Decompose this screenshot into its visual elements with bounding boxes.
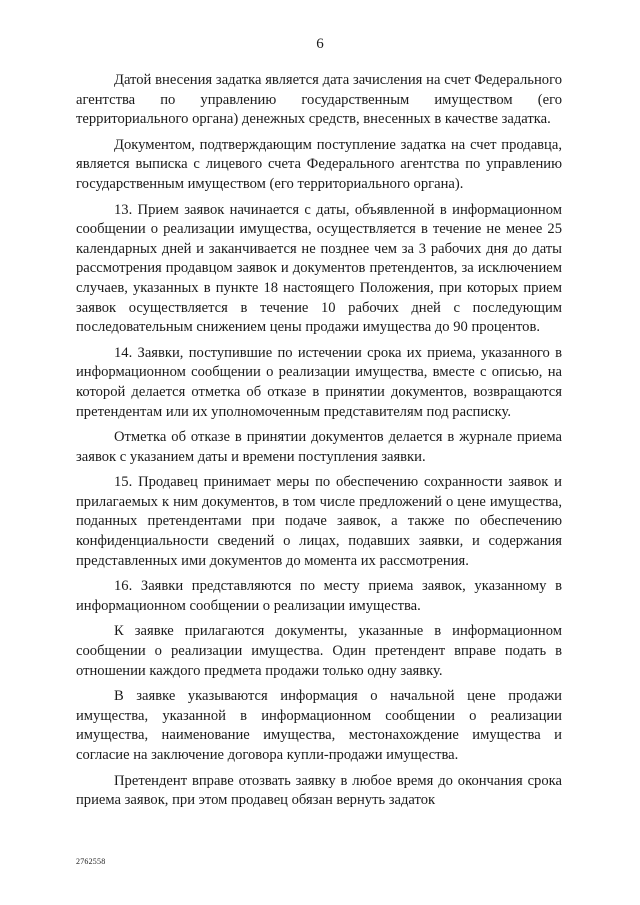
- paragraph-deposit-date: Датой внесения задатка является дата зачисления на счет Федерального агентства по управлению государственным имуществом (его территориального органа) денежных средств, внесенных в качестве задатка.: [76, 72, 562, 128]
- paragraph-item-14: 14. Заявки, поступившие по истечении срока их приема, указанного в информационном сообщении о реализации имущества, вместе с описью, на которой делается отметка об отказе в принятии документов, возвращаются претендентам или их уполномоченным представителям под расписку.: [76, 344, 562, 420]
- paragraph-attached-documents: К заявке прилагаются документы, указанные в информационном сообщении о реализации имущества. Один претендент вправе подать в отношении каждого предмета продажи только одну заявку.: [76, 623, 562, 679]
- paragraph-item-15: 15. Продавец принимает меры по обеспечению сохранности заявок и прилагаемых к ним документов, в том числе предложений о цене имущества, поданных претендентами при подаче заявок, а также по обеспечению конфиденциальности сведений о лицах, подавших заявки, и содержания представленных ими документов до момента их рассмотрения.: [76, 474, 562, 569]
- paragraph-refusal-mark: Отметка об отказе в принятии документов делается в журнале приема заявок с указанием даты и времени поступления заявки.: [76, 429, 562, 465]
- paragraph-application-contents: В заявке указываются информация о начальной цене продажи имущества, указанной в информационном сообщении о реализации имущества, наименование имущества, местонахождение имущества и согласие на заключение договора купли-продажи имущества.: [76, 688, 562, 763]
- paragraph-item-16: 16. Заявки представляются по месту приема заявок, указанному в информационном сообщении о реализации имущества.: [76, 578, 562, 614]
- document-body: [76, 71, 562, 817]
- paragraph-item-13: 13. Прием заявок начинается с даты, объявленной в информационном сообщении о реализации имущества, осуществляется в течение не менее 25 календарных дней и заканчивается не позднее чем за 3 рабочих дня до даты рассмотрения продавцом заявок и документов претендентов, за исключением случаев, указанных в пункте 18 настоящего Положения, при которых прием заявок осуществляется в течение 10 рабочих дней с последующим последовательным снижением цены продажи имущества до 90 процентов.: [76, 201, 562, 336]
- paragraph-deposit-proof: Документом, подтверждающим поступление задатка на счет продавца, является выписка с лицевого счета Федерального агентства по управлению государственным имуществом (его территориального органа).: [76, 136, 562, 192]
- paragraph-withdrawal: Претендент вправе отозвать заявку в любое время до окончания срока приема заявок, при этом продавец обязан вернуть задаток: [76, 772, 562, 809]
- page-number: 6: [316, 36, 324, 52]
- document-code: 2762558: [76, 857, 106, 866]
